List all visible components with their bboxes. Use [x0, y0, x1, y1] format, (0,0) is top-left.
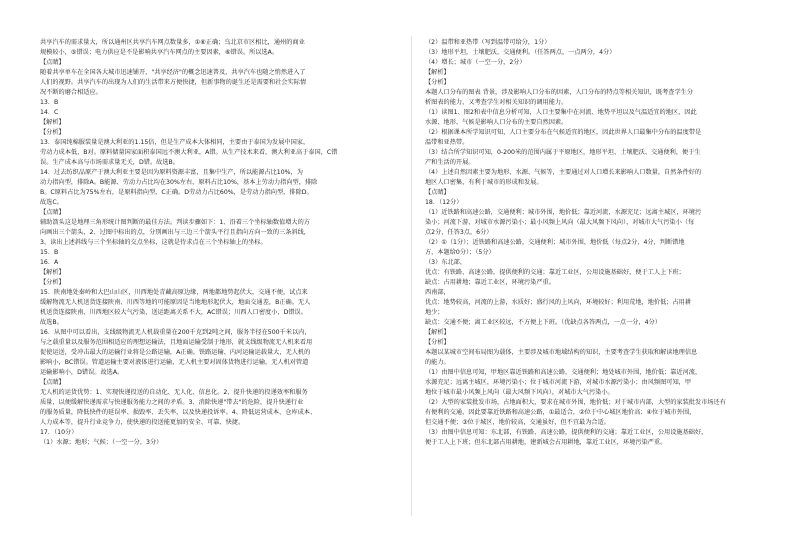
column-divider — [411, 36, 412, 516]
left-column — [40, 38, 416, 448]
text-line: 16．A — [40, 259, 59, 266]
text-line: 【分析】 — [425, 79, 450, 86]
text-line: 地区人口密集，有利于城市的形成和发展。 — [425, 179, 543, 186]
text-line: 优点：有铁路、高速公路，提供便利的交通；靠近工业区，公用设施基础好，便于工人上下班； — [425, 269, 685, 276]
text-line: （3）地形平坦，土壤肥沃，交通便利。（任答两点，一点两分，4分） — [425, 49, 616, 56]
text-line: 【解析】 — [40, 119, 65, 126]
text-line: 13．泰国纯棉服装量是澳大利亚的1.15倍，但是生产成本大体相同，主要由于泰国为发展中国家， — [40, 139, 310, 146]
text-line: 【分析】 — [425, 339, 450, 346]
text-line: 与之载重量以及服务范围相适应的理想运输法，且地面运输受制于地形，就支线级物流无人机来看用 — [40, 339, 313, 346]
text-line: 本题人口分布的图表 背景，涉及影响人口分布的因素，人口分布的特点等相关知识，既考查学生分 — [425, 89, 694, 96]
text-line: 缺点：交通不便；离工业区较远，不方便上下班。（优缺点各答两点，一点一分，4分） — [425, 319, 661, 326]
text-line: （2）大型的家装批发市场，占地面积大，要求在城市外围，地价低；对于城市内部，大型的家装批发市场还有 — [425, 399, 726, 406]
text-line: 【解析】 — [425, 329, 450, 336]
text-line: 点2分，任答3点，6分） — [425, 229, 493, 236]
text-line: 机送货连接陕南、川西地区较大气污染、送运距离关系不大，AC错误；川西人口密度小，D错误。 — [40, 309, 307, 316]
text-line: 缺点：占用耕地；靠近工业区，环境污染严重。 — [425, 279, 555, 286]
text-line: 运输影响小，D错误。故选A。 — [40, 369, 124, 376]
text-line: 影响小，BC错误。管道运输主要对液体进行运输，无人机主要对固体货物进行运输，无人机对管道 — [40, 359, 309, 366]
text-line: 质量，以便缓解快递需求与快递服务能力之间的矛盾。3、消除快递"带去"的危险，提升快递行业 — [40, 399, 304, 406]
text-line: 3、读出上述斜线与三个坐标轴的交点坐标，这就是待求点在三个坐标轴上的坐标。 — [40, 239, 267, 246]
text-line: 14．C — [40, 109, 59, 116]
text-line: 【点睛】 — [40, 59, 65, 66]
text-line: 动力指向型，排除A。B能源、劳动力占比均在30%左右，原料占比10%，基本上劳动力指向型，排除 — [40, 179, 318, 186]
text-line: 误。生产成本高与市场需求量无关，D错。故选B。 — [40, 159, 179, 166]
text-line: 的能力。 — [425, 359, 450, 366]
text-line: 14．过去纺织品原产于澳大利亚主要是因为原料资源丰富，且集中生产，所以能源占比10%，为 — [40, 169, 303, 176]
text-line: 况不断的磨合相适应。 — [40, 89, 102, 96]
text-line: 本题以某城市空间布局图为载体，主要涉及城市地域结构的知识，主要考查学生获取和解读地理信息 — [425, 349, 698, 356]
text-line: 地少； — [425, 309, 444, 316]
text-line: 15．B — [40, 249, 59, 256]
text-line: 规模较小，⑤错误；电力供应是不是影响共享汽车网点的主要因素，⑥错误。所以选A。 — [40, 49, 279, 56]
text-line: 水源、地形、气候是影响人口分布的主要自然因素。 — [425, 119, 568, 126]
text-line: 优点：地势较高，河流的上游，水质好；盛行风的上风向，环境较好；利用荒地，地价低；占用耕 — [425, 299, 692, 306]
text-line: 辅助箭头这是地理三角形统计图判断的最佳方法。判读步骤如下：1、沿着三个坐标轴数值增大的方 — [40, 219, 310, 226]
text-line: 但交通不便；③位于城区，地价较高，交通虽好，但不宜最为合适。 — [425, 419, 610, 426]
text-line: 17．（10分） — [40, 429, 78, 436]
text-line: 13．B — [40, 99, 59, 106]
text-line: 便于工人上下班；但东北部占用耕地，建新城会占用耕地，靠近工业区，环境污染严重。 — [425, 439, 667, 446]
text-line: 向画出三个箭头，2、过图中标出的点，分别画出与三边三个箭头平行且指向方向一致的三条斜线， — [40, 229, 310, 236]
text-line: （1）由图中信息可知，甲地区靠近铁路和高速公路，交通便利；地处城市外围，地价低；靠近河流， — [425, 369, 702, 376]
text-line: （4）增长；城市（一空一分，2分） — [425, 59, 526, 66]
text-line: 随着共享单车在全国各大城市迅速铺开，"共享经济"的概念迅速普及，共享汽车也随之悄然进入了 — [40, 69, 306, 76]
text-line: （1）读图1、图2和表中信息分析可知，人口主要集中在河流、地势平坦以及气温适宜的地区，因此 — [425, 109, 697, 116]
right-column — [425, 38, 794, 448]
text-line: 故选C。 — [40, 199, 63, 206]
text-line: （3）东北部， — [425, 259, 467, 266]
text-line: 劳动力成本低，B对。原料储量国家面积泰国远不澳大利亚，A错。从生产技术来看，澳大利亚高于泰国，C错 — [40, 149, 338, 156]
text-line: 有便利的交通，因此要靠近铁路和高速公路，①最适合，②位于中心城区地价高；④位于城市外围， — [425, 409, 696, 416]
text-line: （2）①（1分）；近铁路和高速公路，交通便利；城市外围，地价低（每点2分，4分，判断错地 — [425, 239, 685, 246]
text-line: 地位于城市最小风频上风向（最大风频下风向），对城市大气污染小。 — [425, 389, 614, 396]
text-line: 【分析】 — [40, 279, 65, 286]
text-line: （1）近铁路和高速公路，交通便利；城市外围，地价低；靠近河流，水源充足；远离主城区，环境污 — [425, 209, 702, 216]
text-line: 方，本题给0分）；（5分） — [425, 249, 495, 256]
text-line: （3）结合所学知识可知，0-200米的范围内属于平原地区，地形平坦、土壤肥沃、交通便利，便于生 — [425, 149, 701, 156]
text-line: 【点睛】 — [40, 209, 65, 216]
text-line: （2）温带和亚热带（写到温带可给分，1分） — [425, 39, 551, 46]
text-line: 共享汽车的需求量大，所以通州区共享汽车网点数量多，①⑥正确；乌北京市区相比，通州的商业 — [40, 39, 305, 46]
text-line: 【点睛】 — [425, 189, 450, 196]
text-line: 16．从图中可以看出，支线级物流无人机载重量在200千克到2吨之间，服务半径在500千米以内， — [40, 329, 311, 336]
text-line: 促使运送，受冲击最大的运输行业将是公路运输，A正确。铁路运输、内河运输运载量大，无人机的 — [40, 349, 311, 356]
text-line: 【点睛】 — [40, 379, 65, 386]
text-line: 人力成本等，提升行业竞争力，使快递的投送能更加的安全、可靠、快捷。 — [40, 419, 245, 426]
text-line: 无人机的运货优势：1、实现快递投送的自动化、无人化、信息化。2、提升快递的投递效率和服务 — [40, 389, 308, 396]
text-line: 15．陕南地处秦岭和大巴山山区，川西地处青藏高原边缘，两地都地势起伏大，交通不便，试点来 — [40, 289, 308, 296]
text-line: 故选B。 — [40, 319, 63, 326]
text-line: 18．（12分） — [425, 199, 463, 206]
text-line: 西南部， — [425, 289, 450, 296]
text-line: （2）根据课本所学知识可知，人口主要分布在气候适宜的地区，因此世界人口最集中分布的温度带是 — [425, 129, 702, 136]
text-line: 【解析】 — [40, 269, 65, 276]
text-line: B。C原料占比为75%左右，是原料指向型，C正确。D劳动力占比60%，是劳动力指向型，排除D。 — [40, 189, 313, 196]
text-line: 人们的视野。共享汽车的出现为人们的生活带来方便快捷，但新事物的诞生还是需要和社会实际情 — [40, 79, 307, 86]
text-line: 产和生活的开展。 — [425, 159, 475, 166]
text-line: （1）水源；地形；气候；（一空一分，3分） — [40, 439, 163, 446]
text-line: （4）上述自然因素主要为地形、水源、气候等，主要通过对人口增长来影响人口数量，自然条件好的 — [425, 169, 702, 176]
text-line: 染小；河流下游，对城市水源污染小；最小风频上风向（最大风频下风向），对城市大气污染小（每 — [425, 219, 695, 226]
text-line: 【解析】 — [425, 69, 450, 76]
text-line: 【分析】 — [40, 129, 65, 136]
text-line: 析图表的能力，又考查学生对相关知识的调用能力。 — [425, 99, 568, 106]
text-line: 温带和亚热带。 — [425, 139, 469, 146]
text-line: 缓解物流无人机送货连接陕南、川西等地的可能原因是当地地形起伏大，地面交通差，B正确。无人 — [40, 299, 311, 306]
text-line: 的服务质量，降低快件的延误率、损毁率、丢失率，以及快递投诉率。4、降低运营成本、仓库成本、 — [40, 409, 317, 416]
text-line: （3）由图中信息可知：东北部，有铁路、高速公路，提供便利的交通；靠近工业区，公用设施基础好， — [425, 429, 708, 436]
text-line: 水源充足；远离主城区，环境污染小；位于城市河流下游，对城市水源污染小；由风频图可知，甲 — [425, 379, 692, 386]
